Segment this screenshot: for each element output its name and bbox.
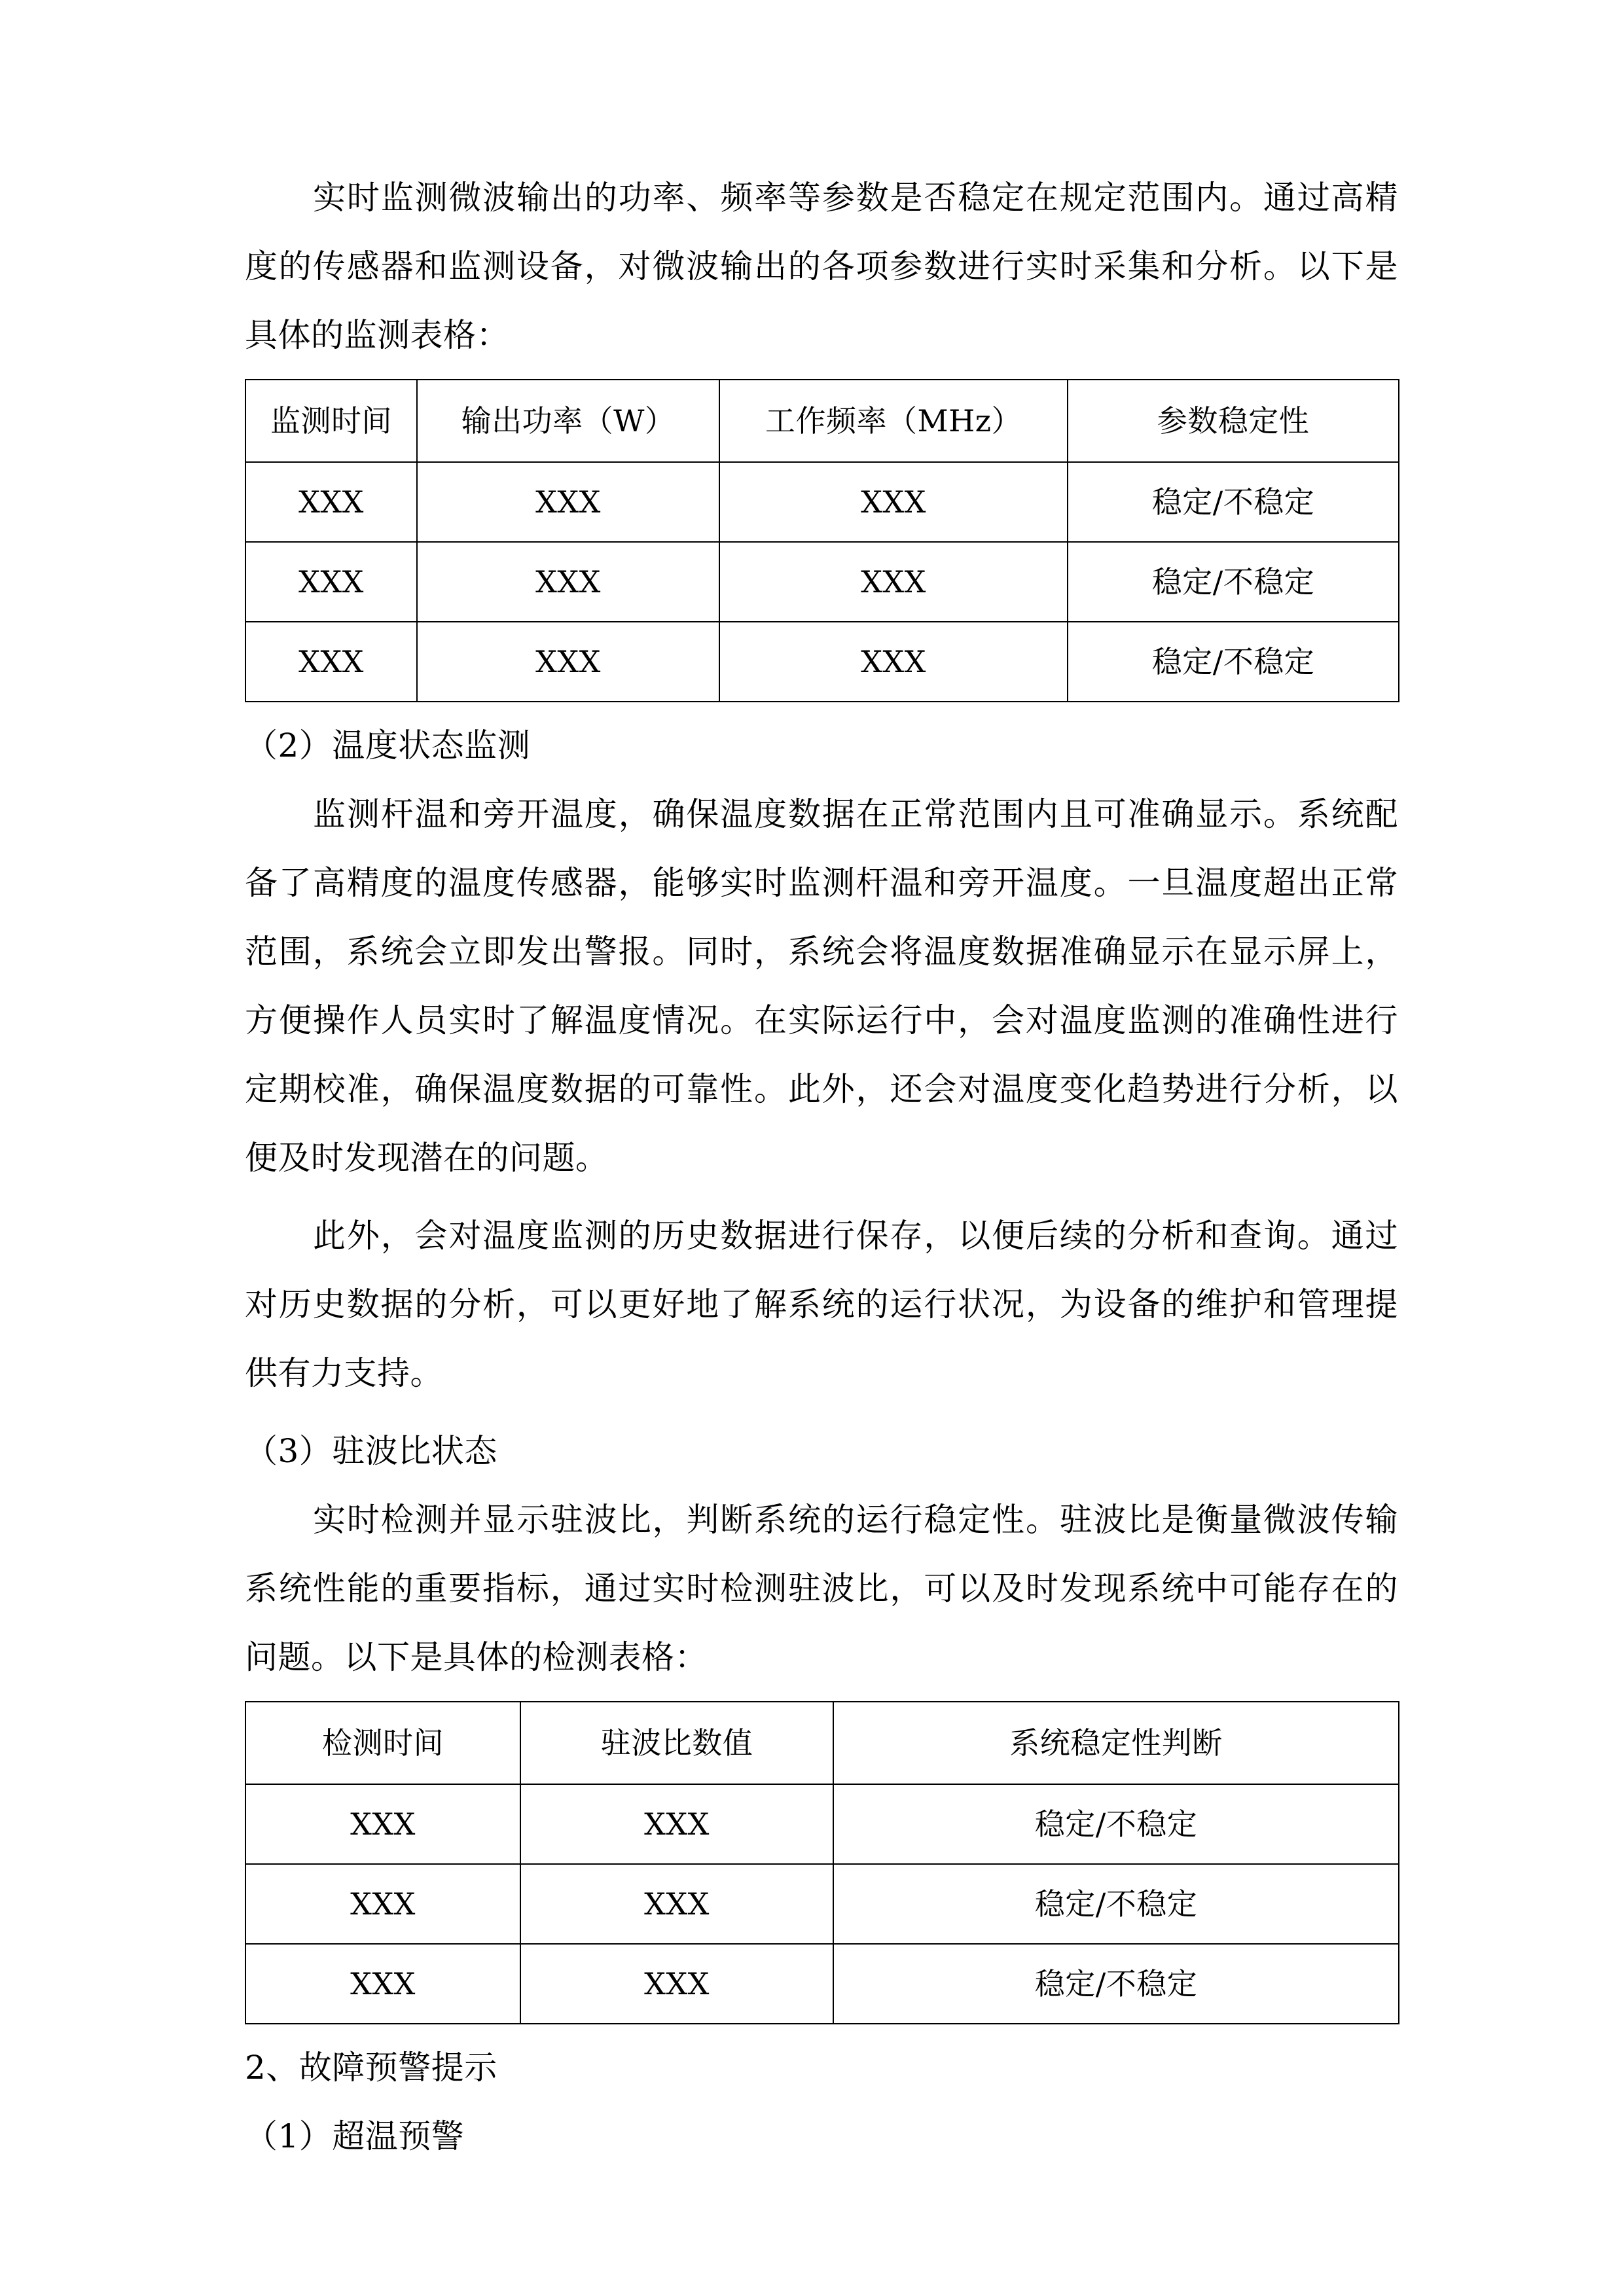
table-cell: XXX: [245, 622, 417, 702]
section-heading-temperature-status: （2）温度状态监测: [245, 726, 531, 764]
table-cell: XXX: [520, 1864, 833, 1944]
table-cell: XXX: [245, 1784, 520, 1864]
table-cell: XXX: [417, 542, 719, 622]
table-header-cell: 参数稳定性: [1068, 380, 1399, 462]
swr-detection-table: [245, 1701, 1399, 2024]
table-cell: XXX: [417, 462, 719, 542]
table-cell: XXX: [245, 462, 417, 542]
paragraph-history-data: 此外，会对温度监测的历史数据进行保存，以便后续的分析和查询。通过对历史数据的分析，可以更好地了解系统的运行状况，为设备的维护和管理提供有力支持。: [245, 1217, 1398, 1392]
table-header-cell: 工作频率（MHz）: [719, 380, 1068, 462]
document-body: [245, 164, 1398, 2171]
table-row: [245, 1784, 1399, 1864]
table-cell: XXX: [245, 542, 417, 622]
table-row: [245, 542, 1399, 622]
monitoring-table: [245, 379, 1399, 702]
table-row: [245, 622, 1399, 702]
table-cell: XXX: [719, 542, 1068, 622]
table-header-cell: 输出功率（W）: [417, 380, 719, 462]
section-heading-swr-status: （3）驻波比状态: [245, 1432, 497, 1470]
table-cell: 稳定/不稳定: [833, 1864, 1399, 1944]
table-header-row: [245, 380, 1399, 462]
paragraph-microwave-monitoring: 实时监测微波输出的功率、频率等参数是否稳定在规定范围内。通过高精度的传感器和监测设备，对微波输出的各项参数进行实时采集和分析。以下是具体的监测表格：: [245, 179, 1398, 354]
table-header-row: [245, 1702, 1399, 1784]
section-heading-overtemp-warning: （1）超温预警: [245, 2117, 465, 2155]
table-header-cell: 系统稳定性判断: [833, 1702, 1399, 1784]
table-row: [245, 462, 1399, 542]
table-row: [245, 1944, 1399, 2024]
table-cell: 稳定/不稳定: [1068, 542, 1399, 622]
table-cell: 稳定/不稳定: [1068, 462, 1399, 542]
table-header-cell: 监测时间: [245, 380, 417, 462]
table-header-cell: 检测时间: [245, 1702, 520, 1784]
table-row: [245, 1864, 1399, 1944]
table-cell: XXX: [520, 1944, 833, 2024]
table-cell: 稳定/不稳定: [833, 1784, 1399, 1864]
table-cell: 稳定/不稳定: [833, 1944, 1399, 2024]
paragraph-temperature-monitoring: 监测杆温和旁开温度，确保温度数据在正常范围内且可准确显示。系统配备了高精度的温度传感器，能够实时监测杆温和旁开温度。一旦温度超出正常范围，系统会立即发出警报。同时，系统会将温度数据准确显示在显示屏上，方便操作人员实时了解温度情况。在实际运行中，会对温度监测的准确性进行定期校准，确保温度数据的可靠性。此外，还会对温度变化趋势进行分析，以便及时发现潜在的问题。: [245, 795, 1398, 1177]
table-cell: XXX: [245, 1864, 520, 1944]
section-heading-fault-warning: 2、故障预警提示: [245, 2049, 497, 2087]
table-header-cell: 驻波比数值: [520, 1702, 833, 1784]
table-cell: 稳定/不稳定: [1068, 622, 1399, 702]
table-cell: XXX: [417, 622, 719, 702]
paragraph-swr-detection: 实时检测并显示驻波比，判断系统的运行稳定性。驻波比是衡量微波传输系统性能的重要指标，通过实时检测驻波比，可以及时发现系统中可能存在的问题。以下是具体的检测表格：: [245, 1501, 1398, 1676]
table-cell: XXX: [719, 622, 1068, 702]
table-cell: XXX: [719, 462, 1068, 542]
table-cell: XXX: [520, 1784, 833, 1864]
table-cell: XXX: [245, 1944, 520, 2024]
